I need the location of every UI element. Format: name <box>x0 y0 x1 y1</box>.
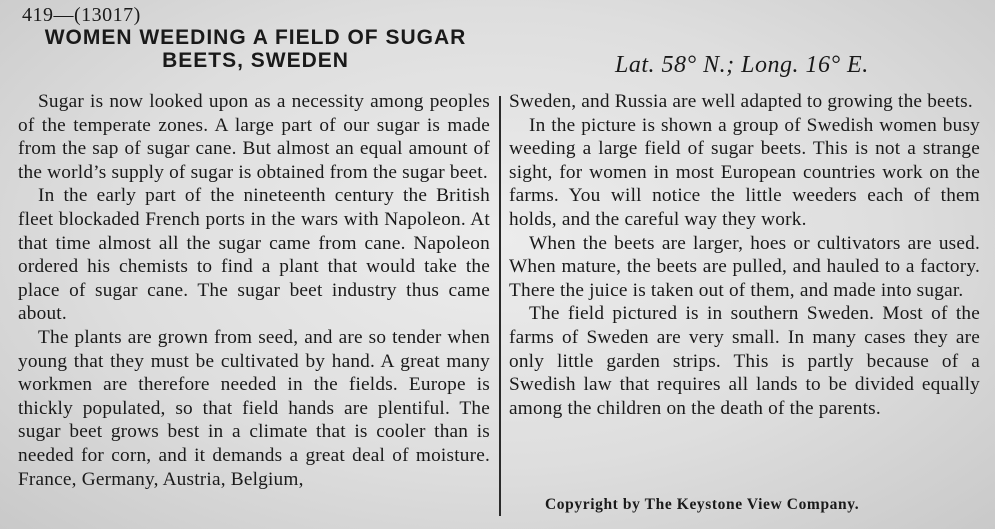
paragraph: When the beets are larger, hoes or cultivators are used. When mature, the beets are pulled, and hauled to a factory. There the juice is taken out of them, and made into sugar. <box>509 232 980 301</box>
catalog-number: 419—(13017) <box>22 4 141 26</box>
paragraph: Sweden, and Russia are well adapted to growing the beets. <box>509 91 973 112</box>
paragraph: The field pictured is in southern Sweden. Most of the farms of Sweden are very small. In many cases they are only little garden strips. This is partly because of a Swedish law that requires all lands to be divided equally among the children on the death of the parents. <box>509 303 980 419</box>
paragraph: The plants are grown from seed, and are so tender when young that they must be cultivated by hand. A great many workmen are therefore needed in the fields. Europe is thickly populated, so that field hands are plentiful. The sugar beet grows best in a climate that is cooler than is needed for corn, and it demands a great deal of moisture. France, Germany, Austria, Belgium, <box>18 326 490 490</box>
right-column <box>509 90 980 420</box>
column-divider <box>499 96 501 516</box>
paragraph: In the early part of the nineteenth century the British fleet blockaded French ports in the wars with Napoleon. At that time almost all the sugar came from cane. Napoleon ordered his chemists to find a plant that would take the place of sugar cane. The sugar beet industry thus came about. <box>18 185 490 325</box>
coordinates: Lat. 58° N.; Long. 16° E. <box>615 52 869 78</box>
paragraph: Sugar is now looked upon as a necessity among peoples of the temperate zones. A large part of our sugar is made from the sap of sugar cane. But almost an equal amount of the world’s supply of sugar is obtained from the sugar beet. <box>18 91 490 183</box>
page-title: WOMEN WEEDING A FIELD OF SUGAR BEETS, SWEDEN <box>44 26 467 72</box>
left-column <box>18 90 490 491</box>
paragraph: In the picture is shown a group of Swedish women busy weeding a large field of sugar beets. This is not a strange sight, for women in most European countries work on the farms. You will notice the little weeders each of them holds, and the careful way they work. <box>509 114 980 230</box>
copyright-notice: Copyright by The Keystone View Company. <box>545 496 860 513</box>
